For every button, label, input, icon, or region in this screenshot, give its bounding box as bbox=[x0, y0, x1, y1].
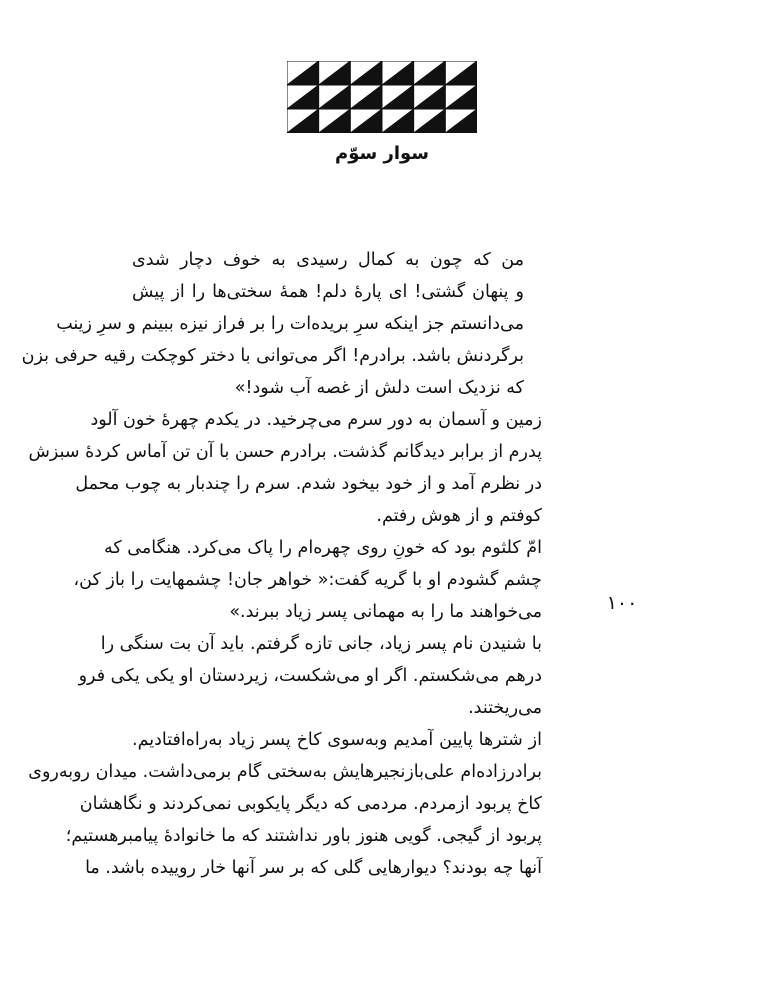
text-line: با شنیدن نام پسر زیاد، جانی تازه گرفتم. باید آن بت سنگی را bbox=[100, 634, 542, 654]
body-text bbox=[21, 244, 542, 884]
text-line: می‌خواهند ما را به مهمانی پسر زیاد ببرند.» bbox=[229, 602, 542, 622]
text-line: من که چون به کمال رسیدی به خوف دچار شدی bbox=[132, 250, 524, 270]
text-line: آنها چه بودند؟ دیوارهایی گلی که بر سر آنها خار روییده باشد. ما bbox=[85, 858, 542, 878]
section-title: سوار سوّم bbox=[335, 143, 429, 164]
text-line: پربود از گیجی. گویی هنوز باور نداشتند که ما خانوادهٔ پیامبرهستیم؛ bbox=[65, 826, 542, 846]
paragraph-3 bbox=[73, 532, 542, 628]
text-line: کاخ پربود ازمردم. مردمی که دیگر پایکوبی نمی‌کردند و نگاهشان bbox=[79, 794, 542, 814]
text-line: زمین و آسمان به دور سرم می‌چرخید. در یکدم چهرهٔ خون آلود bbox=[90, 410, 542, 430]
text-line: چشم گشودم او با گریه گفت:« خواهر جان! چشمهایت را باز کن، bbox=[73, 570, 542, 590]
paragraph-4 bbox=[78, 628, 542, 724]
triangle-grid-ornament-icon bbox=[287, 61, 477, 133]
text-line: می‌دانستم جز اینکه سرِ بریده‌ات را بر فراز نیزه ببینم و سرِ زینب bbox=[56, 314, 524, 334]
text-line: برگردنش باشد. برادرم! اگر می‌توانی با دختر کوچکت رقیه حرفی بزن bbox=[21, 346, 524, 366]
text-line: کوفتم و از هوش رفتم. bbox=[376, 506, 542, 526]
page-number: ۱۰۰ bbox=[606, 592, 638, 614]
text-line: برادرزاده‌ام علی‌بازنجیرهایش به‌سختی گام برمی‌داشت. میدان روبه‌روی bbox=[28, 762, 542, 782]
text-line: پدرم از برابر دیدگانم گذشت. برادرم حسن با آن تن آماس کردهٔ سبزش bbox=[28, 442, 542, 462]
text-line: که نزدیک است دلش از غصه آب شود!» bbox=[234, 378, 524, 398]
text-line: درهم می‌شکستم. اگر او می‌شکست، زیردستان او یکی یکی فرو bbox=[78, 666, 542, 686]
text-line: و پنهان گشتی! ای پارهٔ دلم! همهٔ سختی‌ها را از پیش bbox=[132, 282, 524, 302]
text-line: امّ کلثوم بود که خونِ روی چهره‌ام را پاک می‌کرد. هنگامی که bbox=[104, 538, 542, 558]
text-line: در نظرم آمد و از خود بیخود شدم. سرم را چندبار به چوب محمل bbox=[75, 474, 542, 494]
paragraph-2 bbox=[28, 404, 542, 532]
text-line: می‌ریختند. bbox=[468, 698, 542, 718]
paragraph-5 bbox=[28, 724, 542, 884]
text-line: از شترها پایین آمدیم وبه‌سوی کاخ پسر زیاد به‌راه‌افتادیم. bbox=[132, 730, 542, 750]
paragraph-1 bbox=[21, 244, 542, 404]
